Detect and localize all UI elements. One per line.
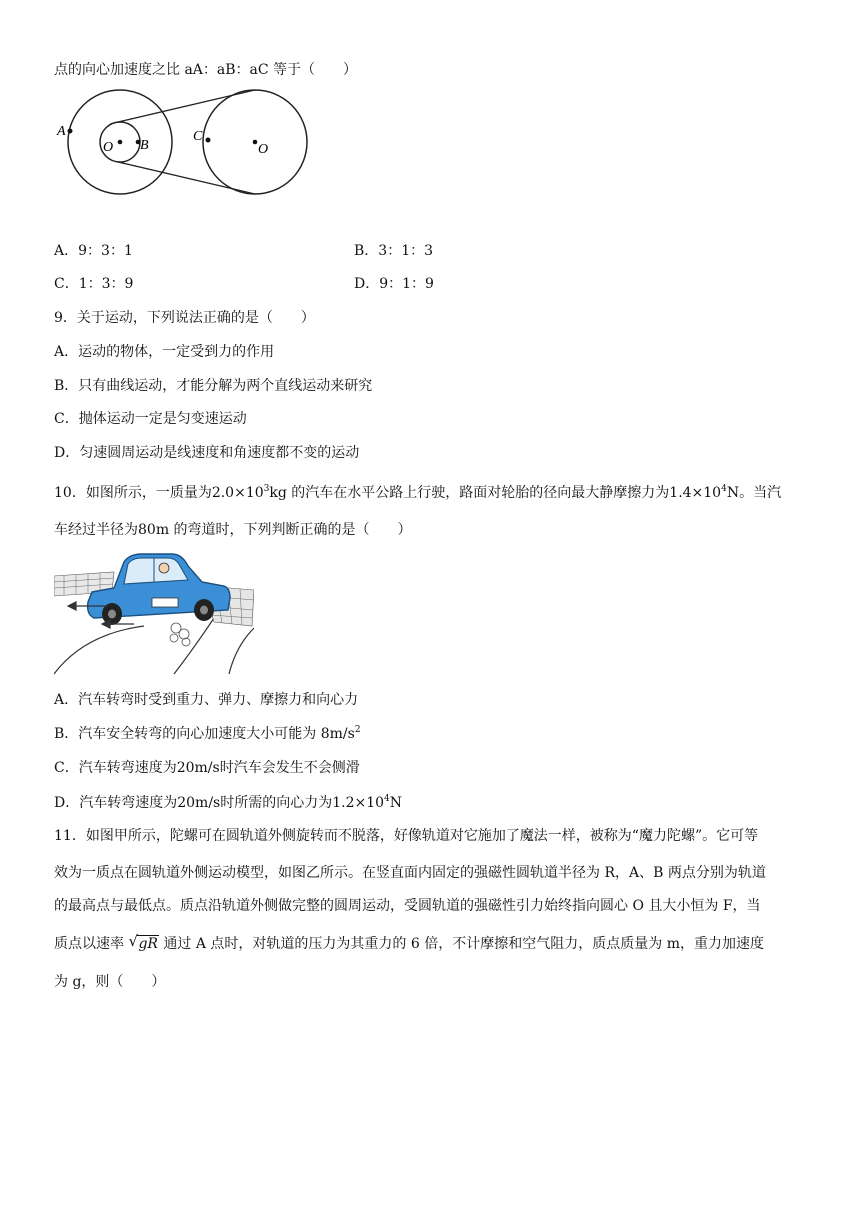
q10-friction: $1.4\times 10^4N$ — [669, 484, 740, 501]
q10-option-d: D．汽车转弯速度为20m/s时所需的向心力为$1.2\times 10^4N$ — [54, 794, 403, 811]
center-left-dot — [118, 140, 123, 145]
q9-option-b: B．只有曲线运动，才能分解为两个直线运动来研究 — [54, 378, 373, 394]
q10-stem-line2: 车经过半径为80m 的弯道时，下列判断正确的是（ ） — [54, 522, 412, 538]
q10-car-figure — [54, 548, 254, 678]
q8-option-c: C．1：3：9 — [54, 276, 134, 292]
q10-option-a: A．汽车转弯时受到重力、弹力、摩擦力和向心力 — [54, 692, 359, 708]
q9-option-d: D．匀速圆周运动是线速度和角速度都不变的运动 — [54, 445, 360, 461]
q11-line2: 效为一质点在圆轨道外侧运动模型，如图乙所示。在竖直面内固定的强磁性圆轨道半径为 R，A、B 两点分别为轨道 — [54, 865, 766, 881]
belt-bottom — [118, 162, 255, 194]
q11-line3: 的最高点与最低点。质点沿轨道外侧做完整的圆周运动，受圆轨道的强磁性引力始终指向圆心 O 且大小恒为 F，当 — [54, 898, 761, 914]
label-b: B — [140, 138, 149, 153]
q10-stem-line1: 10．如图所示，一质量为$2.0\times 10^3kg$ 的汽车在水平公路上行驶，路面对轮胎的径向最大静摩擦力为$1.4\times 10^4N$。当汽 — [54, 484, 782, 501]
label-a: A — [57, 124, 66, 139]
q11-line4: 质点以速率 √ gR 通过 A 点时，对轨道的压力为其重力的 6 倍，不计摩擦和空气阻力，质点质量为 m，重力加速度 — [54, 932, 764, 952]
point-c-dot — [206, 138, 211, 143]
label-o-left: O — [103, 140, 114, 155]
q8-stem-tail: 点的向心加速度之比 aA：aB：aC 等于（ ） — [54, 62, 358, 78]
q10-option-b: B．汽车安全转弯的向心加速度大小可能为 $8m/s^2$ — [54, 725, 361, 742]
center-right-dot — [253, 140, 258, 145]
q8-option-d: D．9：1：9 — [354, 276, 434, 292]
q11-line1: 11．如图甲所示，陀螺可在圆轨道外侧旋转而不脱落，好像轨道对它施加了魔法一样，被称为“魔力陀螺”。它可等 — [54, 828, 759, 844]
sqrt-gr: √ gR — [128, 932, 158, 952]
q11-line5: 为 g，则（ ） — [54, 974, 166, 990]
q9-option-a: A．运动的物体，一定受到力的作用 — [54, 344, 275, 360]
q8-option-b: B．3：1：3 — [354, 243, 434, 259]
q10-option-c: C．汽车转弯速度为20m/s时汽车会发生不会侧滑 — [54, 760, 360, 776]
q9-option-c: C．抛体运动一定是匀变速运动 — [54, 411, 247, 427]
q8-option-a: A．9：3：1 — [54, 243, 133, 259]
label-o-right: O — [258, 142, 269, 157]
q8-pulley-figure — [52, 86, 312, 198]
belt-top — [118, 90, 255, 122]
point-a-dot — [68, 129, 73, 134]
q9-stem: 9．关于运动，下列说法正确的是（ ） — [54, 310, 315, 326]
q10-mass: $2.0\times 10^3kg$ — [211, 484, 287, 501]
label-c: C — [193, 129, 203, 144]
